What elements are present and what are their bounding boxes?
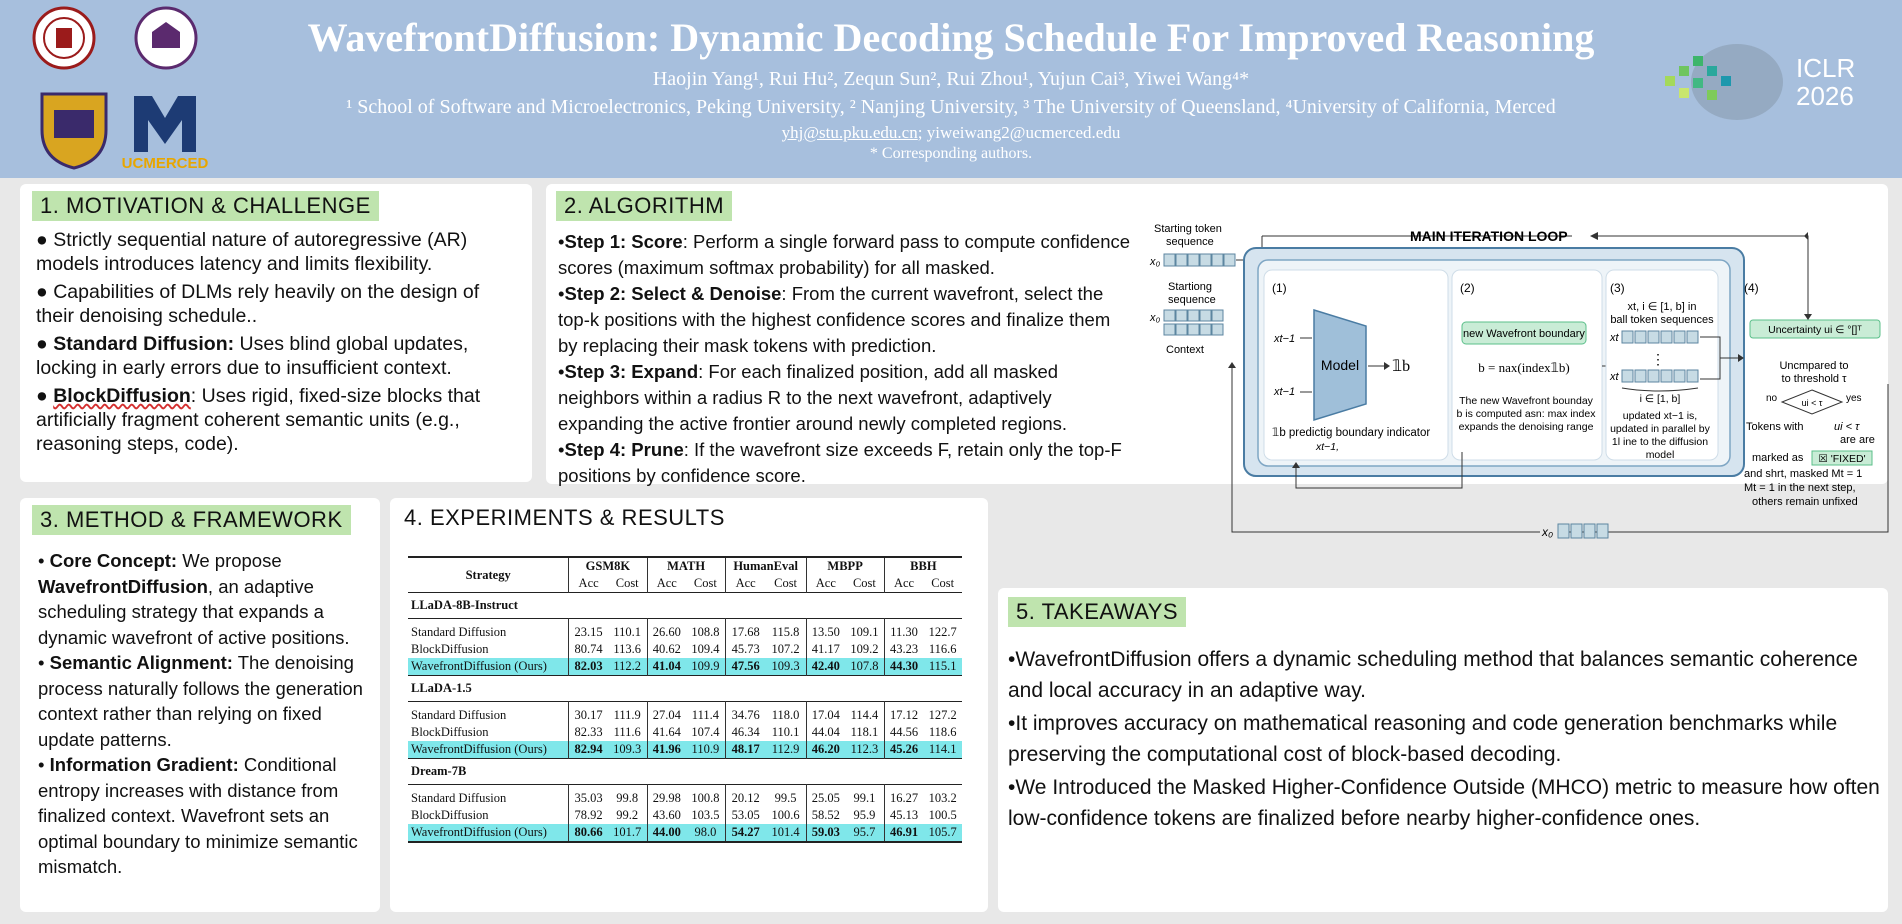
list-item: •It improves accuracy on mathematical reasoning and code generation benchmarks while preserving the computational cost of block-based decoding. xyxy=(1008,712,1838,766)
table-group-row: LLaDA-8B-Instruct xyxy=(411,598,518,612)
method-information: • Information Gradient: Conditional entropy increases with distance from finalized context. Wavefront sets an optimal boundary to minimize semantic mismatch. xyxy=(38,754,358,877)
svg-text:no: no xyxy=(1766,393,1778,404)
section-title-experiments: 4. EXPERIMENTS & RESULTS xyxy=(404,505,725,530)
table-row: WavefrontDiffusion (Ours) 80.66 101.7 44.00 98.0 54.27 101.4 59.03 95.7 46.91 105.7 xyxy=(408,824,962,842)
table-group-row: LLaDA-1.5 xyxy=(408,676,962,702)
table-row: WavefrontDiffusion (Ours) 82.03 112.2 41.04 109.9 47.56 109.3 42.40 107.8 44.30 115.1 xyxy=(408,658,962,676)
svg-text:others remain unfixed: others remain unfixed xyxy=(1752,496,1858,508)
svg-text:new Wavefront boundary: new Wavefront boundary xyxy=(1463,328,1585,340)
iclr-wordmark: ICLR 2026 xyxy=(1796,53,1856,111)
svg-text:(1): (1) xyxy=(1272,281,1287,295)
svg-text:updated in parallel by: updated in parallel by xyxy=(1610,423,1710,435)
svg-text:Uncmpared to: Uncmpared to xyxy=(1779,360,1849,372)
step-2: •Step 2: Select & Denoise: From the current wavefront, select the top-k positions with the highest confidence scores and finalize them by replacing their mask tokens with prediction. xyxy=(558,283,1111,356)
table-group-row: Dream-7B xyxy=(408,759,962,785)
takeaways-list xyxy=(1008,644,1888,836)
list-item: •WavefrontDiffusion offers a dynamic scheduling method that balances semantic coherence and local accuracy in an adaptive way. xyxy=(1008,648,1858,702)
svg-text:expands the denoising range: expands the denoising range xyxy=(1458,421,1594,433)
svg-text:x₀: x₀ xyxy=(1542,525,1554,539)
svg-text:xt: xt xyxy=(1610,332,1619,344)
main-iteration-loop-diagram xyxy=(1140,214,1888,544)
svg-text:x₀: x₀ xyxy=(1150,256,1161,268)
list-item: ● Standard Diffusion: Uses blind global updates, locking in early errors due to insufficient context. xyxy=(36,333,469,379)
section-title-takeaways: 5. TAKEAWAYS xyxy=(1008,597,1186,627)
svg-text:xt−1: xt−1 xyxy=(1274,386,1296,398)
svg-text:Model: Model xyxy=(1320,357,1360,373)
poster-title: WavefrontDiffusion: Dynamic Decoding Schedule For Improved Reasoning xyxy=(307,15,1595,60)
motivation-text xyxy=(36,228,522,460)
svg-text:Uncertainty ui ∈ °[]ᵀ: Uncertainty ui ∈ °[]ᵀ xyxy=(1768,324,1862,336)
svg-text:(4): (4) xyxy=(1744,281,1759,295)
svg-text:b is computed asn: max index: b is computed asn: max index xyxy=(1456,408,1596,420)
list-item: ● BlockDiffusion: Uses rigid, fixed-size blocks that artificially fragment coherent semantic units (e.g., reasoning steps, code). xyxy=(36,385,481,455)
svg-text:Mt = 1 in the next step,: Mt = 1 in the next step, xyxy=(1744,482,1856,494)
email-text: yiweiwang2@ucmerced.edu xyxy=(926,123,1121,142)
svg-text:updated xt−1 is,: updated xt−1 is, xyxy=(1622,410,1698,422)
method-core: • Core Concept: We propose WavefrontDiffusion, an adaptive scheduling strategy that expands a dynamic wavefront of active positions. xyxy=(38,550,350,648)
table-row: WavefrontDiffusion (Ours) 82.94 109.3 41.96 110.9 48.17 112.9 46.20 112.3 45.26 114.1 xyxy=(408,741,962,759)
svg-text:xt−1,: xt−1, xyxy=(1316,441,1340,453)
svg-text:ball token sequences: ball token sequences xyxy=(1610,314,1714,326)
svg-text:sequence: sequence xyxy=(1168,294,1216,306)
method-text xyxy=(38,548,368,880)
table-row: BlockDiffusion 80.74 113.6 40.62 109.4 45.73 107.2 41.17 109.2 43.23 116.6 xyxy=(411,642,957,656)
section-title-method: 3. METHOD & FRAMEWORK xyxy=(32,505,351,535)
svg-text:i ∈ [1, b]: i ∈ [1, b] xyxy=(1639,393,1681,405)
svg-text:to threshold τ: to threshold τ xyxy=(1781,373,1847,385)
list-item: •We Introduced the Masked Higher-Confidence Outside (MHCO) metric to measure how often low-confidence tokens are finalized before nearby higher-confidence ones. xyxy=(1008,776,1880,830)
svg-text:(3): (3) xyxy=(1610,281,1625,295)
table-row: BlockDiffusion 78.92 99.2 43.60 103.5 53.05 100.6 58.52 95.9 45.13 100.5 xyxy=(411,808,957,822)
algorithm-steps xyxy=(558,229,1134,489)
svg-text:ui < τ: ui < τ xyxy=(1834,421,1860,433)
step-3: •Step 3: Expand: For each finalized position, add all masked neighbors within a radius R to the next wavefront, adaptively expanding the active frontier around newly completed regions. xyxy=(558,361,1068,434)
list-item: ● Strictly sequential nature of autoregressive (AR) models introduces latency and limits flexibility. xyxy=(36,229,468,275)
corresponding-note: * Corresponding authors. xyxy=(869,145,1033,162)
svg-text:⋮: ⋮ xyxy=(1651,351,1665,367)
header-banner xyxy=(0,0,1902,178)
svg-text:and shrt, masked Mt = 1: and shrt, masked Mt = 1 xyxy=(1744,468,1863,480)
svg-text:Startiong: Startiong xyxy=(1168,281,1213,293)
table-header-row: Strategy GSM8K MATH HumanEval MBPP BBH xyxy=(408,557,962,575)
svg-text:xt, i ∈ [1, b] in: xt, i ∈ [1, b] in xyxy=(1627,301,1697,313)
svg-text:marked as: marked as xyxy=(1752,452,1804,464)
section-title-motivation: 1. MOTIVATION & CHALLENGE xyxy=(32,191,379,221)
svg-text:sequence: sequence xyxy=(1166,236,1214,248)
svg-text:xt−1: xt−1 xyxy=(1274,333,1296,345)
svg-text:𝟙b predictig boundary indicat: 𝟙b predictig boundary indicator xyxy=(1272,427,1431,439)
section-title-algorithm: 2. ALGORITHM xyxy=(556,191,732,221)
svg-text:Starting token: Starting token xyxy=(1154,223,1222,235)
svg-text:𝟙b: 𝟙b xyxy=(1392,358,1411,375)
step-4: •Step 4: Prune: If the wavefront size exceeds F, retain only the top-F positions by confidence score. xyxy=(558,439,1122,486)
affiliations: ¹ School of Software and Microelectronics, Peking University, ² Nanjing University, ³ The University of Queensland, ⁴University of California, Merced xyxy=(346,96,1556,118)
svg-text:model: model xyxy=(1645,449,1675,461)
results-table xyxy=(408,556,962,843)
table-row: Standard Diffusion 23.15 110.1 26.60 108.8 17.68 115.8 13.50 109.1 11.30 122.7 xyxy=(408,619,962,642)
svg-text:Tokens with: Tokens with xyxy=(1746,421,1804,433)
table-row: BlockDiffusion 82.33 111.6 41.64 107.4 46.34 110.1 44.04 118.1 44.56 118.6 xyxy=(411,725,957,739)
svg-text:ui < τ: ui < τ xyxy=(1801,398,1823,408)
table-row: Standard Diffusion 30.17 111.9 27.04 111.4 34.76 118.0 17.04 114.4 17.12 127.2 xyxy=(408,702,962,725)
svg-text:The new Wavefront bounday: The new Wavefront bounday xyxy=(1459,395,1593,407)
svg-text:1l ine to the diffusion: 1l ine to the diffusion xyxy=(1611,436,1709,448)
table-subheader-row: Acc Cost Acc Cost Acc Cost Acc Cost Acc Cost xyxy=(408,575,962,593)
svg-text:(2): (2) xyxy=(1460,281,1475,295)
svg-text:MAIN ITERATION LOOP: MAIN ITERATION LOOP xyxy=(1410,228,1568,244)
svg-text:yes: yes xyxy=(1846,393,1862,404)
svg-text:☒ 'FIXED': ☒ 'FIXED' xyxy=(1818,453,1866,465)
svg-text:are are: are are xyxy=(1840,434,1875,446)
starting-token-cells xyxy=(1164,254,1235,266)
svg-text:Context: Context xyxy=(1166,344,1204,356)
context-token-cells xyxy=(1164,310,1223,335)
svg-text:x₀: x₀ xyxy=(1150,312,1161,324)
emails: yhj@stu.pku.edu.cn; yiweiwang2@ucmerced.edu xyxy=(781,123,1121,142)
final-token-cells xyxy=(1558,524,1608,538)
svg-text:UCMERCED: UCMERCED xyxy=(121,155,209,172)
table-row: Standard Diffusion 35.03 99.8 29.98 100.8 20.12 99.5 25.05 99.1 16.27 103.2 xyxy=(408,785,962,808)
svg-text:b = nax(index𝟙b): b = nax(index𝟙b) xyxy=(1478,360,1570,375)
email-link[interactable]: yhj@stu.pku.edu.cn xyxy=(781,123,918,142)
svg-text:xt: xt xyxy=(1610,371,1619,383)
authors: Haojin Yang¹, Rui Hu², Zequn Sun², Rui Zhou¹, Yujun Cai³, Yiwei Wang⁴* xyxy=(652,68,1250,90)
list-item: ● Capabilities of DLMs rely heavily on the design of their denoising schedule.. xyxy=(36,281,480,327)
method-semantic: • Semantic Alignment: The denoising process naturally follows the generation context rather than relying on fixed update patterns. xyxy=(38,652,363,750)
step-1: •Step 1: Score: Perform a single forward pass to compute confidence scores (maximum softmax probability) for all masked. xyxy=(558,231,1131,278)
